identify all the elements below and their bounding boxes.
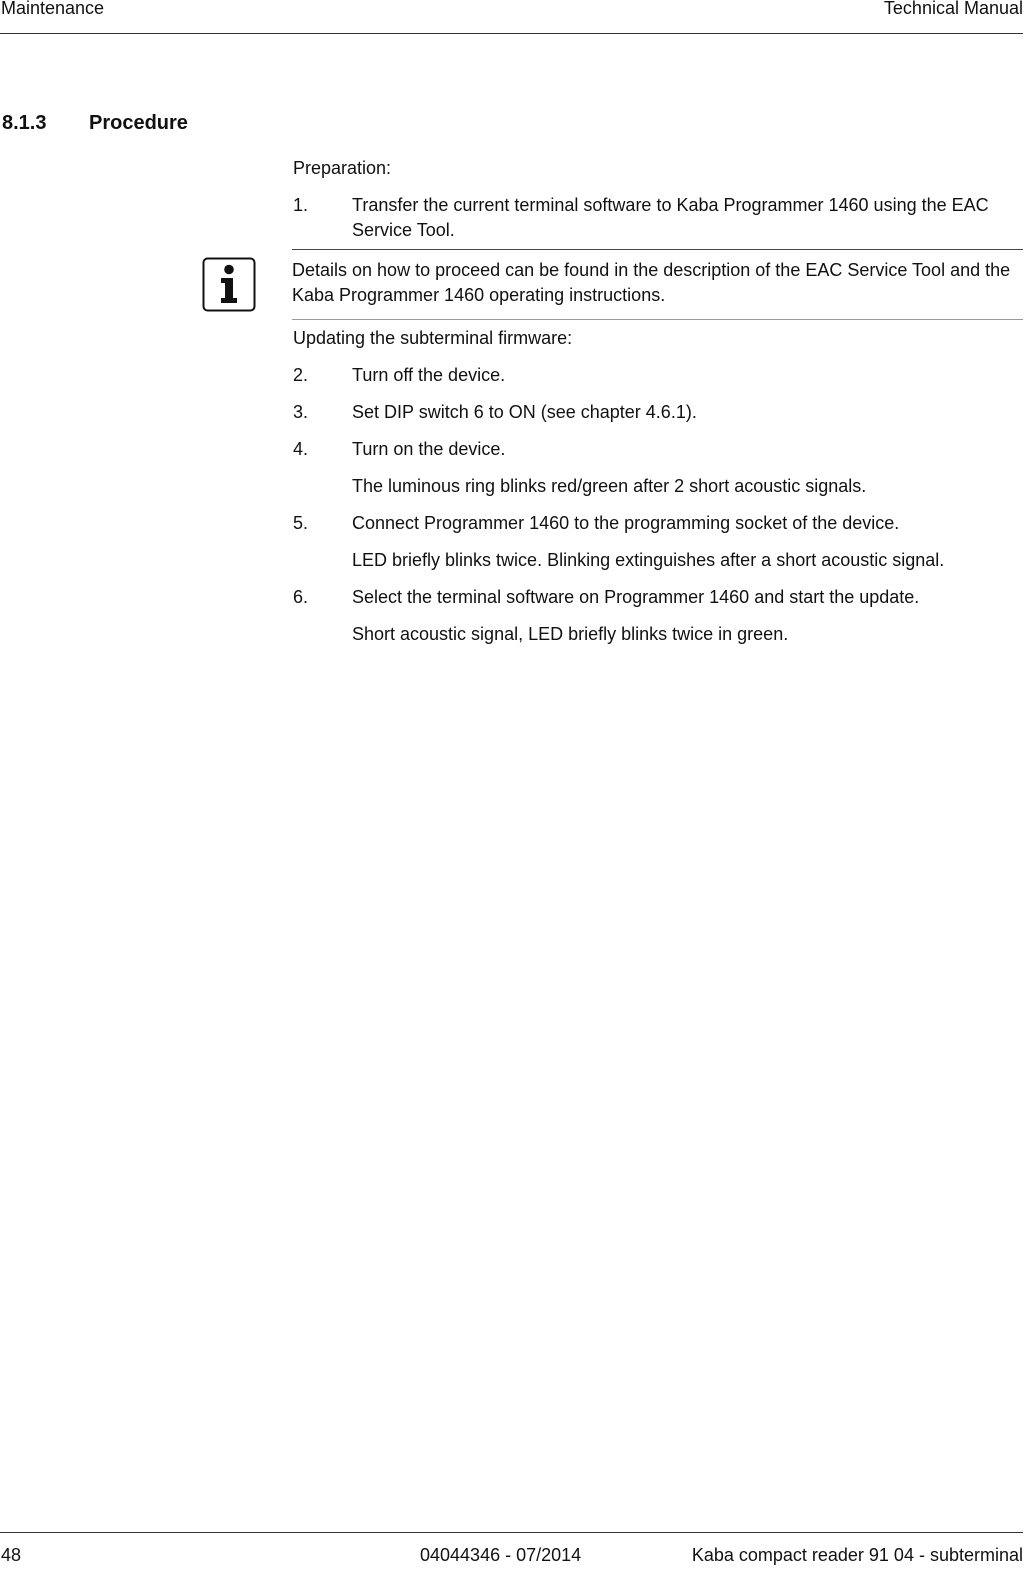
page-number: 48 xyxy=(1,1545,22,1565)
info-note xyxy=(292,249,1023,320)
page-footer xyxy=(0,1532,1023,1573)
info-icon xyxy=(202,257,256,312)
step-4 xyxy=(293,437,998,462)
page-header xyxy=(0,0,1023,34)
step-4-result: The luminous ring blinks red/green after 2 short acoustic signals. xyxy=(352,476,867,496)
step-6-result: Short acoustic signal, LED briefly blinks twice in green. xyxy=(352,624,789,644)
step-5-result: LED briefly blinks twice. Blinking extinguishes after a short acoustic signal. xyxy=(352,550,945,570)
section-number: 8.1.3 xyxy=(2,112,47,134)
header-doc-type: Technical Manual xyxy=(883,0,1023,18)
step-1 xyxy=(293,193,998,243)
step-text: Turn on the device. xyxy=(352,439,506,459)
step-5 xyxy=(293,511,998,536)
step-text: Set DIP switch 6 to ON (see chapter 4.6.1). xyxy=(352,402,697,422)
step-2 xyxy=(293,363,998,388)
step-number: 1. xyxy=(293,195,309,215)
step-number: 5. xyxy=(293,513,309,533)
preparation-label: Preparation: xyxy=(293,158,392,178)
step-number: 2. xyxy=(293,365,309,385)
document-number: 04044346 - 07/2014 xyxy=(420,1545,582,1565)
step-6 xyxy=(293,585,998,610)
step-text: Transfer the current terminal software to Kaba Programmer 1460 using the EAC Service Tool. xyxy=(352,195,989,240)
info-note-text: Details on how to proceed can be found in the description of the EAC Service Tool and the Kaba Programmer 1460 operating instructions. xyxy=(292,260,1011,305)
section-heading xyxy=(2,112,188,135)
step-text: Select the terminal software on Programmer 1460 and start the update. xyxy=(352,587,920,607)
product-name: Kaba compact reader 91 04 - subterminal xyxy=(691,1545,1023,1565)
step-3 xyxy=(293,400,998,425)
step-text: Turn off the device. xyxy=(352,365,506,385)
step-number: 4. xyxy=(293,439,309,459)
step-text: Connect Programmer 1460 to the programming socket of the device. xyxy=(352,513,900,533)
section-title: Procedure xyxy=(89,112,188,134)
step-number: 6. xyxy=(293,587,309,607)
header-chapter: Maintenance xyxy=(1,0,105,18)
update-label: Updating the subterminal firmware: xyxy=(293,328,573,348)
step-number: 3. xyxy=(293,402,309,422)
